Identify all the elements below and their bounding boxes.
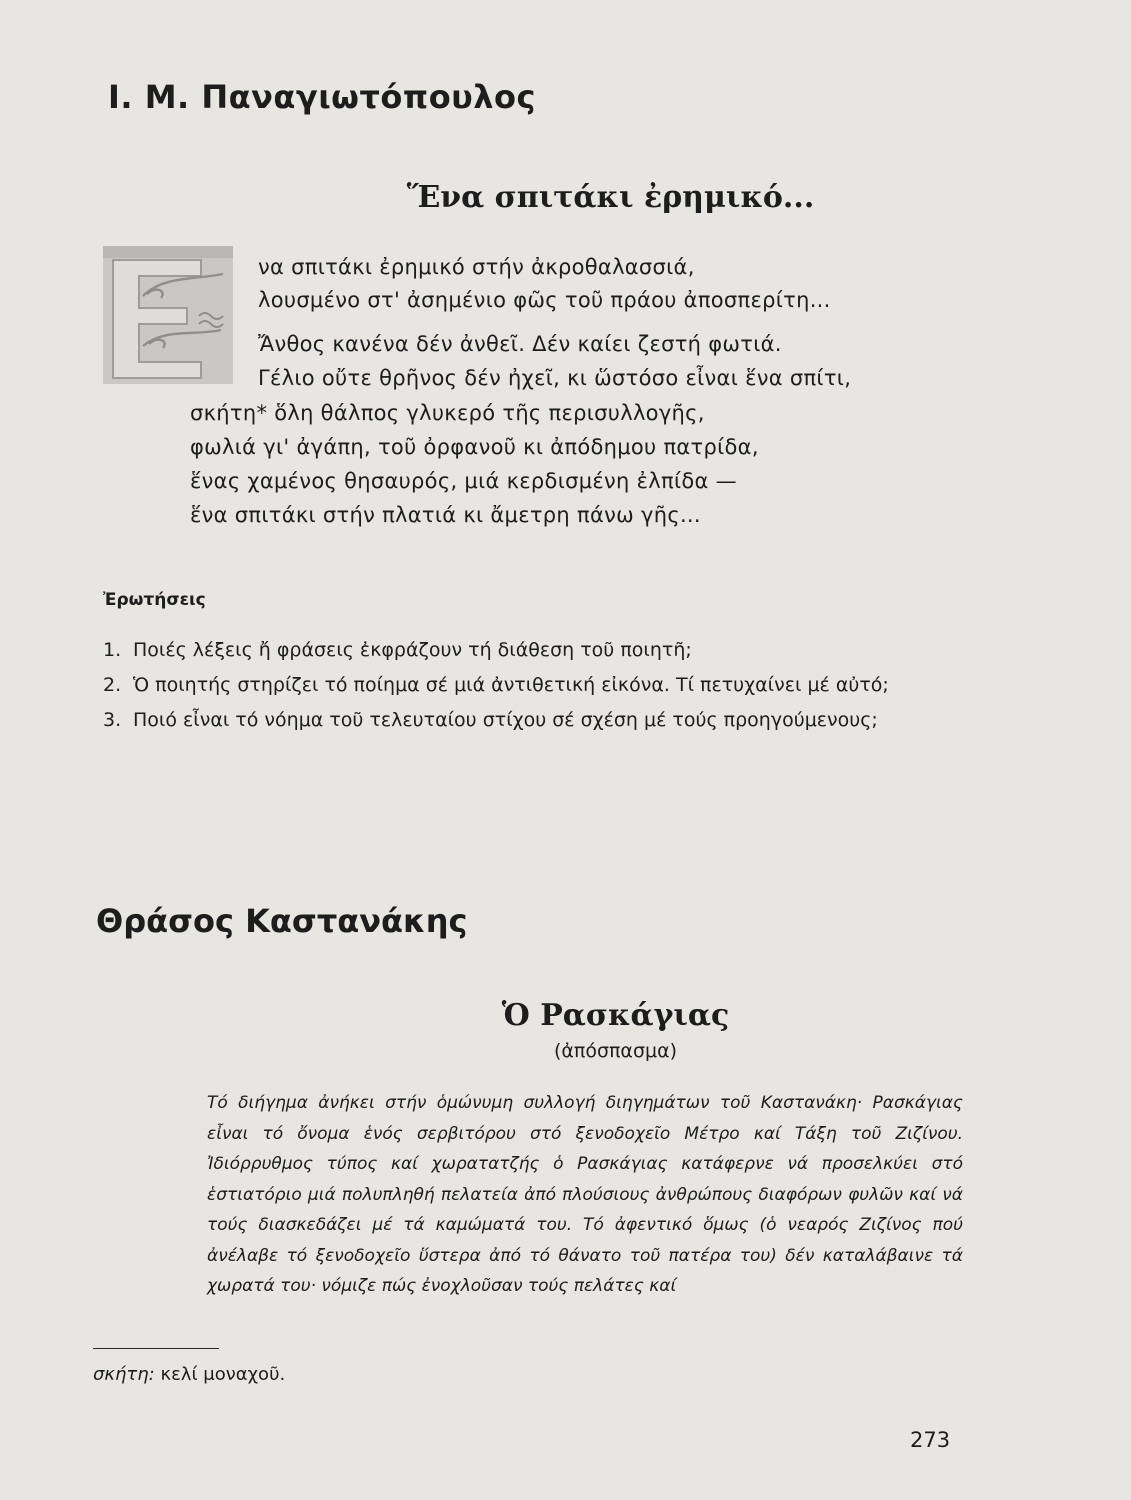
page-number: 273 [910,1428,951,1452]
footnote-term: σκήτη: [93,1364,155,1385]
question-number: 2. [103,674,122,696]
poem-line: Ἄνθος κανένα δέν ἀνθεῖ. Δέν καίει ζεστή φωτιά. [258,332,782,356]
question-text: Ποιό εἶναι τό νόημα τοῦ τελευταίου στίχου σέ σχέση μέ τούς προηγούμενους; [133,709,878,731]
question-item [103,671,983,700]
poem-line: ἕνα σπιτάκι στήν πλατιά κι ἄμετρη πάνω γῆς... [190,503,701,527]
question-text: Ποιές λέξεις ἤ φράσεις ἐκφράζουν τή διάθεση τοῦ ποιητῆ; [133,639,692,661]
story-intro-paragraph: Τό διήγημα ἀνήκει στήν ὁμώνυμη συλλογή διηγημάτων τοῦ Καστανάκη· Ρασκάγιας εἶναι τό ὄνομα ἑνός σερβιτόρου στό ξενοδοχεῖο Μέτρο καί Τάξη τοῦ Ζιζίνου. Ἰδιόρρυθμος τύπος καί χωρατατζής ὁ Ρασκάγιας κατάφερνε νά προσελκύει στό ἑστιατόριο μιά πολυπληθή πελατεία ἀπό πλούσιους ἀνθρώπους διαφόρων φυλῶν καί νά τούς διασκεδάζει μέ τά καμώματά του. Τό ἀφεντικό ὅμως (ὁ νεαρός Ζιζίνος πού ἀνέλαβε τό ξενοδοχεῖο ὕστερα ἀπό τό θάνατο τοῦ πατέρα του) δέν καταλάβαινε τά χωρατά του· νόμιζε πώς ἐνοχλοῦσαν τούς πελάτες καί [207,1093,963,1296]
question-item [103,706,983,735]
excerpt-label: (ἀπόσπασμα) [553,1040,678,1062]
question-text: Ὁ ποιητής στηρίζει τό ποίημα σέ μιά ἀντιθετική εἰκόνα. Τί πετυχαίνει μέ αὐτό; [133,674,889,696]
questions-list [103,636,983,741]
question-number: 3. [103,709,122,731]
questions-heading: Ἐρωτήσεις [103,590,206,610]
footnote-definition: κελί μοναχοῦ. [160,1364,286,1385]
footnote-divider [93,1348,219,1349]
second-author-heading: Θράσος Καστανάκης [96,902,468,940]
poem-title: Ἕνα σπιτάκι ἐρημικό... [406,180,815,215]
poem-line: να σπιτάκι ἐρημικό στήν ἀκροθαλασσιά, [258,255,695,279]
poem-line: φωλιά γι' ἀγάπη, τοῦ ὀρφανοῦ κι ἀπόδημου πατρίδα, [190,435,759,459]
ornamental-initial-e-icon [103,246,233,384]
poem-line: σκήτη* ὅλη θάλπος γλυκερό τῆς περισυλλογῆς, [190,401,705,425]
story-title: Ὁ Ρασκάγιας [501,998,730,1033]
poem-line: Γέλιο οὔτε θρῆνος δέν ἠχεῖ, κι ὥστόσο εἶναι ἕνα σπίτι, [258,366,852,390]
author-heading: Ι. Μ. Παναγιωτόπουλος [108,78,536,116]
question-number: 1. [103,639,122,661]
poem-line: λουσμένο στ' ἀσημένιο φῶς τοῦ πράου ἀποσπερίτη... [258,288,831,312]
question-item [103,636,983,665]
footnote [93,1364,285,1385]
poem-line: ἕνας χαμένος θησαυρός, μιά κερδισμένη ἐλπίδα — [190,469,737,493]
